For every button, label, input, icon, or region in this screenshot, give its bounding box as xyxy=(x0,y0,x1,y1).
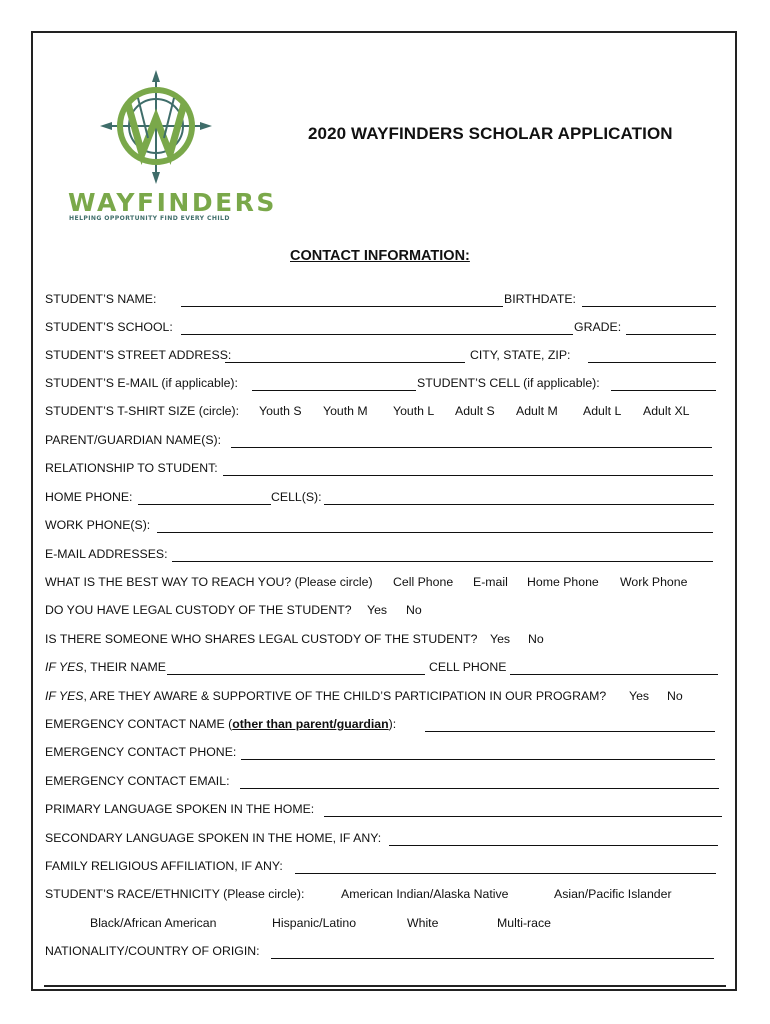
secondary-language-field[interactable] xyxy=(389,845,718,846)
nationality-field[interactable] xyxy=(271,958,714,959)
best-way-option-work-phone[interactable]: Work Phone xyxy=(620,575,688,589)
email-addresses-field[interactable] xyxy=(172,561,713,562)
grade-label: GRADE: xyxy=(574,320,622,334)
home-phone-field[interactable] xyxy=(138,504,271,505)
best-way-option-home-phone[interactable]: Home Phone xyxy=(527,575,599,589)
parent-name-field[interactable] xyxy=(231,447,712,448)
tshirt-option-adult-m[interactable]: Adult M xyxy=(516,404,558,418)
tshirt-option-adult-xl[interactable]: Adult XL xyxy=(643,404,690,418)
aware-supportive-label xyxy=(45,689,606,703)
tshirt-size-label: STUDENT’S T-SHIRT SIZE (circle): xyxy=(45,404,240,418)
compass-w-icon xyxy=(98,68,214,186)
aware-supportive-yes[interactable]: Yes xyxy=(629,689,650,703)
race-option-multi-race[interactable]: Multi-race xyxy=(497,916,551,930)
custodian-cell-label: CELL PHONE xyxy=(429,660,507,674)
shared-custody-label: IS THERE SOMEONE WHO SHARES LEGAL CUSTODY OF THE STUDENT? xyxy=(45,632,478,646)
best-way-label: WHAT IS THE BEST WAY TO REACH YOU? (Please circle) xyxy=(45,575,373,589)
section-title: CONTACT INFORMATION: xyxy=(290,248,470,264)
race-option-black[interactable]: Black/African American xyxy=(90,916,217,930)
city-state-zip-label: CITY, STATE, ZIP: xyxy=(470,348,571,362)
street-address-field[interactable] xyxy=(225,362,465,363)
work-phone-field[interactable] xyxy=(157,532,713,533)
student-email-field[interactable] xyxy=(252,390,416,391)
birthdate-label: BIRTHDATE: xyxy=(504,292,576,306)
page-title: 2020 WAYFINDERS SCHOLAR APPLICATION xyxy=(308,124,673,143)
primary-language-label: PRIMARY LANGUAGE SPOKEN IN THE HOME: xyxy=(45,802,315,816)
race-option-american-indian[interactable]: American Indian/Alaska Native xyxy=(341,887,509,901)
student-name-field[interactable] xyxy=(181,306,503,307)
bottom-rule xyxy=(44,985,726,987)
tshirt-option-youth-l[interactable]: Youth L xyxy=(393,404,435,418)
primary-language-field[interactable] xyxy=(324,816,722,817)
student-name-label: STUDENT’S NAME: xyxy=(45,292,157,306)
work-phone-label: WORK PHONE(S): xyxy=(45,518,151,532)
emergency-email-field[interactable] xyxy=(240,788,719,789)
custodian-name-label xyxy=(45,660,166,674)
wayfinders-logo xyxy=(66,68,277,228)
tshirt-option-youth-m[interactable]: Youth M xyxy=(323,404,368,418)
home-phone-label: HOME PHONE: xyxy=(45,490,133,504)
shared-custody-no[interactable]: No xyxy=(528,632,544,646)
student-school-field[interactable] xyxy=(181,334,573,335)
emergency-email-label: EMERGENCY CONTACT EMAIL: xyxy=(45,774,230,788)
race-option-hispanic[interactable]: Hispanic/Latino xyxy=(272,916,357,930)
logo-brand-text: WAYFINDERS xyxy=(68,188,277,217)
nationality-label: NATIONALITY/COUNTRY OF ORIGIN: xyxy=(45,944,260,958)
race-option-asian-pacific[interactable]: Asian/Pacific Islander xyxy=(554,887,672,901)
if-yes-text-2: IF YES xyxy=(45,689,84,703)
emergency-name-emphasis: other than parent/guardian xyxy=(232,717,389,731)
best-way-option-email[interactable]: E-mail xyxy=(473,575,508,589)
grade-field[interactable] xyxy=(626,334,716,335)
their-name-text: , THEIR NAME xyxy=(83,660,166,674)
race-ethnicity-label: STUDENT’S RACE/ETHNICITY (Please circle): xyxy=(45,887,305,901)
legal-custody-label: DO YOU HAVE LEGAL CUSTODY OF THE STUDENT? xyxy=(45,603,352,617)
emergency-name-prefix: EMERGENCY CONTACT NAME ( xyxy=(45,717,233,731)
race-option-white[interactable]: White xyxy=(407,916,439,930)
email-addresses-label: E-MAIL ADDRESSES: xyxy=(45,547,168,561)
emergency-phone-field[interactable] xyxy=(241,759,715,760)
student-school-label: STUDENT’S SCHOOL: xyxy=(45,320,173,334)
city-state-zip-field[interactable] xyxy=(588,362,716,363)
parent-name-label: PARENT/GUARDIAN NAME(S): xyxy=(45,433,222,447)
tshirt-option-youth-s[interactable]: Youth S xyxy=(259,404,302,418)
student-email-label: STUDENT’S E-MAIL (if applicable): xyxy=(45,376,238,390)
relationship-field[interactable] xyxy=(223,475,713,476)
student-cell-label: STUDENT’S CELL (if applicable): xyxy=(417,376,600,390)
custodian-name-field[interactable] xyxy=(167,674,425,675)
legal-custody-no[interactable]: No xyxy=(406,603,422,617)
religious-affiliation-field[interactable] xyxy=(295,873,716,874)
student-cell-field[interactable] xyxy=(611,390,716,391)
street-address-label: STUDENT’S STREET ADDRESS: xyxy=(45,348,232,362)
custodian-cell-field[interactable] xyxy=(510,674,718,675)
cells-field[interactable] xyxy=(324,504,714,505)
emergency-name-label xyxy=(45,717,396,731)
emergency-name-field[interactable] xyxy=(425,731,715,732)
tshirt-option-adult-l[interactable]: Adult L xyxy=(583,404,622,418)
logo-tagline: HELPING OPPORTUNITY FIND EVERY CHILD xyxy=(69,215,230,222)
tshirt-option-adult-s[interactable]: Adult S xyxy=(455,404,495,418)
aware-supportive-no[interactable]: No xyxy=(667,689,683,703)
best-way-option-cell-phone[interactable]: Cell Phone xyxy=(393,575,454,589)
emergency-phone-label: EMERGENCY CONTACT PHONE: xyxy=(45,745,237,759)
legal-custody-yes[interactable]: Yes xyxy=(367,603,388,617)
birthdate-field[interactable] xyxy=(582,306,716,307)
secondary-language-label: SECONDARY LANGUAGE SPOKEN IN THE HOME, IF ANY: xyxy=(45,831,382,845)
aware-supportive-text: , ARE THEY AWARE & SUPPORTIVE OF THE CHILD’S PARTICIPATION IN OUR PROGRAM? xyxy=(83,689,607,703)
emergency-name-suffix: ): xyxy=(388,717,397,731)
cells-label: CELL(S): xyxy=(271,490,322,504)
relationship-label: RELATIONSHIP TO STUDENT: xyxy=(45,461,218,475)
shared-custody-yes[interactable]: Yes xyxy=(490,632,511,646)
religious-affiliation-label: FAMILY RELIGIOUS AFFILIATION, IF ANY: xyxy=(45,859,283,873)
if-yes-text: IF YES xyxy=(45,660,84,674)
